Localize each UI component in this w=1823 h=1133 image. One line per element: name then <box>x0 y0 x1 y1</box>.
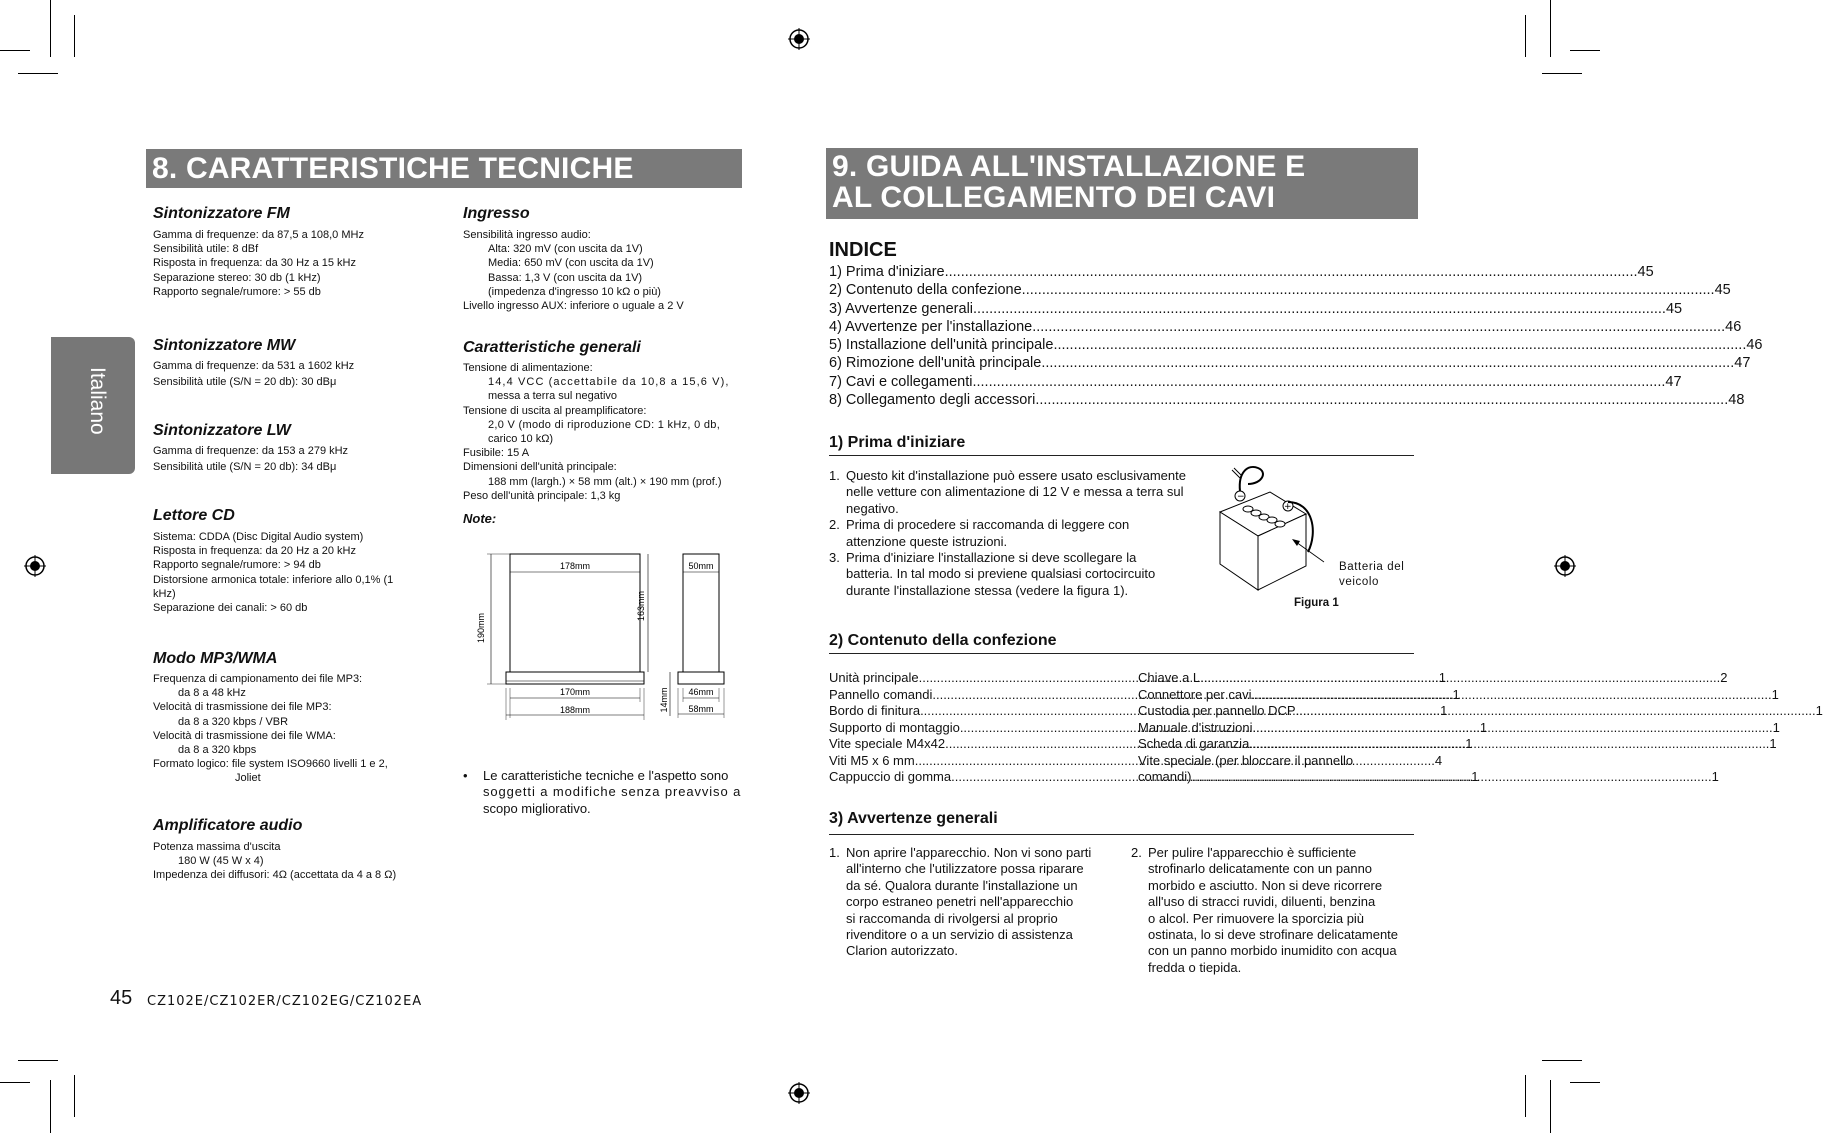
list-item: Viti M5 x 6 mm ..... 4 <box>829 753 1103 770</box>
list-line: Prima di procedere si raccomanda di leggere con <box>846 517 1130 533</box>
spec-line: Rapporto segnale/rumore: > 94 db <box>153 559 321 572</box>
spec-line: Velocità di trasmissione dei file WMA: <box>153 729 336 742</box>
battery-label-line: Batteria del <box>1339 561 1405 573</box>
svg-text:−: − <box>1237 492 1245 502</box>
spec-line: Tensione di alimentazione: <box>463 362 593 374</box>
spec-line: Rapporto segnale/rumore: > 55 db <box>153 285 321 298</box>
list-line: nelle vetture con alimentazione di 12 V e messa a terra sul <box>846 484 1184 500</box>
crop-mark <box>1525 1075 1526 1117</box>
crop-mark <box>0 1082 30 1083</box>
list-item: 1. Questo kit d'installazione può essere usato esclusivamente nelle vetture con alimentazione di 12 V e messa a terra sul negativo. <box>829 468 1186 516</box>
spec-line: da 8 a 320 kbps <box>178 744 257 757</box>
list-line: all'interno che l'utilizzatore possa riparare <box>846 861 1084 877</box>
toc-item[interactable]: 4) Avvertenze per l'installazione ..... 46 <box>829 318 1321 336</box>
list-line: corpo estraneo penetri nell'apparecchio <box>846 894 1074 910</box>
crop-mark <box>74 15 75 57</box>
list-line: Prima d'iniziare l'installazione si deve scollegare la <box>846 550 1137 566</box>
lw-tuner-heading: Sintonizzatore LW <box>153 422 291 439</box>
dim-170-label: 170mm <box>559 687 591 697</box>
spec-line: carico 10 kΩ) <box>488 433 554 446</box>
list-line: da sé. Qualora durante l'installazione un <box>846 877 1078 893</box>
crop-mark <box>1570 1082 1600 1083</box>
list-line: o alcol. Per rimuovere la sporcizia più <box>1148 910 1365 926</box>
toc-item[interactable]: 5) Installazione dell'unità principale ..... 46 <box>829 336 1321 354</box>
index-title: INDICE <box>829 239 897 261</box>
spec-line: Alta: 320 mV (con uscita da 1V) <box>488 243 643 256</box>
list-line: ostinata, lo si deve strofinare delicatamente <box>1148 927 1399 943</box>
note-line: soggetti a modifiche senza preavviso a <box>483 784 742 800</box>
spec-line: Risposta in frequenza: da 30 Hz a 15 kHz <box>153 257 357 270</box>
mw-tuner-specs <box>153 359 354 389</box>
section-1-rule <box>829 455 1414 456</box>
spec-line: Bassa: 1,3 V (con uscita da 1V) <box>488 271 643 284</box>
section-2-heading: 2) Contenuto della confezione <box>829 632 1057 649</box>
note-label: Note: <box>463 511 497 526</box>
list-line: morbido e asciutto. Non si deve ricorrere <box>1148 877 1383 893</box>
mw-tuner-heading: Sintonizzatore MW <box>153 337 296 354</box>
crop-mark <box>74 1075 75 1117</box>
list-item: Supporto di montaggio ..... 1 <box>829 720 1103 737</box>
spec-line: Distorsione armonica totale: inferiore allo 0,1% (1 <box>153 573 394 586</box>
section-3-rule <box>829 834 1414 835</box>
list-item: Manuale d'istruzioni ..... 1 <box>1138 720 1411 737</box>
spec-line: Sensibilità utile (S/N = 20 db): 34 dBμ <box>153 461 337 474</box>
crop-mark <box>1570 50 1600 51</box>
crop-mark <box>1525 15 1526 57</box>
crop-mark <box>1550 1080 1551 1133</box>
list-line: fredda o tiepida. <box>1148 959 1242 975</box>
spec-line: Gamma di frequenze: da 87,5 a 108,0 MHz <box>153 229 364 241</box>
spec-line: Sensibilità utile (S/N = 20 db): 30 dBμ <box>153 376 337 389</box>
spec-line: Livello ingresso AUX: inferiore o uguale a 2 V <box>463 300 684 313</box>
spec-line: Peso dell'unità principale: 1,3 kg <box>463 489 621 502</box>
spec-line: messa a terra sul negativo <box>488 390 618 403</box>
spec-line: kHz) <box>153 587 176 600</box>
section-9-title-line-1: 9. GUIDA ALL'INSTALLAZIONE E <box>832 150 1306 183</box>
list-item: Scheda di garanzia ..... 1 <box>1138 736 1411 753</box>
spec-line: Media: 650 mV (con uscita da 1V) <box>488 257 654 270</box>
spec-line: Potenza massima d'uscita <box>153 841 281 853</box>
mp3-wma-specs <box>153 672 388 786</box>
list-line: con un panno morbido inumidito con acqua <box>1148 943 1397 959</box>
lw-tuner-specs <box>153 444 348 474</box>
crop-mark <box>50 0 51 57</box>
cd-player-heading: Lettore CD <box>153 507 235 524</box>
crop-mark <box>50 1080 51 1133</box>
spec-line: Risposta in frequenza: da 20 Hz a 20 kHz <box>153 545 357 558</box>
crop-mark <box>18 73 58 74</box>
battery-label-line: veicolo <box>1339 576 1379 588</box>
spec-line: da 8 a 48 kHz <box>178 687 246 700</box>
registration-mark-icon <box>788 28 810 50</box>
dim-46-label: 46mm <box>688 687 714 697</box>
toc-item[interactable]: 8) Collegamento degli accessori ..... 48 <box>829 391 1321 409</box>
dim-50-label: 50mm <box>688 561 714 571</box>
crop-mark <box>1542 1060 1582 1061</box>
general-specs <box>463 361 738 503</box>
list-item: Pannello comandi ..... 1 <box>829 687 1103 704</box>
section-3-item-1: 1. Non aprire l'apparecchio. Non vi sono parti all'interno che l'utilizzatore possa riparare da sé. Qualora durante l'installazione un corpo estraneo penetri nell'apparecchio si raccomanda di rivolgersi al proprio rivenditore o a un servizio di assistenza Clarion autorizzato. <box>829 845 1092 959</box>
fm-tuner-heading: Sintonizzatore FM <box>153 205 290 222</box>
list-line: rivenditore o a un servizio di assistenza <box>846 927 1073 943</box>
unit-dimensions-diagram <box>476 548 740 738</box>
spec-line: (impedenza d'ingresso 10 kΩ o più) <box>488 285 661 298</box>
list-line: negativo. <box>846 500 899 516</box>
crop-mark <box>18 1060 58 1061</box>
spec-line: Sistema: CDDA (Disc Digital Audio system) <box>153 531 364 543</box>
spec-line: da 8 a 320 kbps / VBR <box>178 715 289 728</box>
list-item: Chiave a L ..... 2 <box>1138 670 1411 687</box>
section-8-title <box>146 149 742 188</box>
list-item: 2. Prima di procedere si raccomanda di leggere con attenzione queste istruzioni. <box>829 517 1130 549</box>
spec-line: 188 mm (largh.) × 58 mm (alt.) × 190 mm (prof.) <box>488 475 722 488</box>
list-line: Questo kit d'installazione può essere usato esclusivamente <box>846 468 1186 483</box>
list-item: Vite speciale M4x42 ..... 1 <box>829 736 1103 753</box>
spec-line: 2,0 V (modo di riproduzione CD: 1 kHz, 0 db, <box>488 418 721 431</box>
note-line: Le caratteristiche tecniche e l'aspetto sono <box>483 768 729 783</box>
list-item: Bordo di finitura ..... 1 <box>829 703 1103 720</box>
section-3-item-2: 2. Per pulire l'apparecchio è sufficiente strofinarlo delicatamente con un panno morbido e asciutto. Non si deve ricorrere all'uso di stracci ruvidi, diluenti, benzina o alcol. Per rimuovere la sporcizia più ostinata, lo si deve strofinare delicatamente con un panno morbido inumidito con acqua fredda o tiepida. <box>1131 845 1399 975</box>
list-item: Cappuccio di gomma ..... 1 <box>829 769 1103 786</box>
crop-mark <box>1550 0 1551 57</box>
dim-178-label: 178mm <box>559 561 591 571</box>
spec-line: Separazione stereo: 30 db (1 kHz) <box>153 271 321 284</box>
section-9-title <box>826 148 1418 219</box>
crop-mark <box>0 50 30 51</box>
toc-item[interactable]: 3) Avvertenze generali ..... 45 <box>829 300 1321 318</box>
spec-line: Impedenza dei diffusori: 4Ω (accettata da 4 a 8 Ω) <box>153 869 397 882</box>
dim-14-label: 14mm <box>659 687 669 713</box>
list-line: all'uso di stracci ruvidi, diluenti, benzina <box>1148 894 1376 910</box>
list-line: durante l'installazione stessa (vedere la figura 1). <box>846 582 1129 598</box>
registration-mark-icon <box>788 1082 810 1104</box>
language-side-tab <box>51 337 135 474</box>
dim-188-label: 188mm <box>559 705 591 715</box>
cd-player-specs <box>153 530 433 615</box>
crop-mark <box>1542 73 1582 74</box>
mp3-wma-heading: Modo MP3/WMA <box>153 650 278 667</box>
language-label: Italiano <box>86 367 109 435</box>
registration-mark-icon <box>1554 555 1576 577</box>
list-line: Clarion autorizzato. <box>846 943 958 959</box>
spec-line: Sensibilità ingresso audio: <box>463 229 591 241</box>
vehicle-battery-icon <box>1218 462 1328 597</box>
input-specs <box>463 228 684 313</box>
list-line: batteria. In tal modo si previene qualsiasi cortocircuito <box>846 566 1156 582</box>
dim-163-label: 163mm <box>636 590 646 622</box>
svg-text:+: + <box>1284 502 1292 512</box>
general-specs-heading: Caratteristiche generali <box>463 339 641 356</box>
note-line: scopo migliorativo. <box>483 800 591 816</box>
list-line: si raccomanda di rivolgersi al proprio <box>846 910 1058 926</box>
spec-line: Gamma di frequenze: da 531 a 1602 kHz <box>153 360 355 372</box>
section-2-rule <box>829 653 1414 654</box>
spec-line: Joliet <box>235 772 261 785</box>
spec-line: Fusibile: 15 A <box>463 447 530 460</box>
toc-item[interactable]: 1) Prima d'iniziare ..... 45 <box>829 263 1321 281</box>
spec-line: Sensibilità utile: 8 dBf <box>153 243 259 256</box>
spec-line: Separazione dei canali: > 60 db <box>153 602 308 615</box>
input-heading: Ingresso <box>463 205 530 222</box>
list-line: attenzione queste istruzioni. <box>846 533 1008 549</box>
section-1-heading: 1) Prima d'iniziare <box>829 434 966 451</box>
dim-58-label: 58mm <box>688 704 714 714</box>
list-line: strofinarlo delicatamente con un panno <box>1148 861 1373 877</box>
list-item: Connettore per cavi ..... 1 <box>1138 687 1411 704</box>
page-number: 45 <box>110 987 133 1009</box>
audio-amplifier-specs <box>153 840 396 883</box>
section-3-heading: 3) Avvertenze generali <box>829 810 998 827</box>
spec-line: Formato logico: file system ISO9660 livelli 1 e 2, <box>153 758 388 771</box>
spec-line: Gamma di frequenze: da 153 a 279 kHz <box>153 445 349 457</box>
list-item-line: Vite speciale (per bloccare il pannello <box>1138 752 1354 768</box>
list-item: comandi) ..... 1 <box>1138 769 1411 786</box>
spec-line: Dimensioni dell'unità principale: <box>463 461 617 474</box>
section-1-list <box>829 468 1209 599</box>
spec-line: Frequenza di campionamento dei file MP3: <box>153 673 363 685</box>
spec-line: Tensione di uscita al preamplificatore: <box>463 404 647 417</box>
spec-line: Velocità di trasmissione dei file MP3: <box>153 701 332 714</box>
list-item: Custodia per pannello DCP ..... 1 <box>1138 703 1411 720</box>
model-number: CZ102E/CZ102ER/CZ102EG/CZ102EA <box>147 994 423 1009</box>
note-bullet: • Le caratteristiche tecniche e l'aspetto sono soggetti a modifiche senza preavviso a scopo migliorativo. <box>463 768 742 816</box>
toc-item[interactable]: 7) Cavi e collegamenti ..... 47 <box>829 373 1321 391</box>
list-line: Per pulire l'apparecchio è sufficiente <box>1148 845 1357 860</box>
spec-line: 180 W (45 W x 4) <box>178 855 264 868</box>
spec-line: 14,4 VCC (accettabile da 10,8 a 15,6 V), <box>488 376 730 389</box>
toc-item[interactable]: 2) Contenuto della confezione ..... 45 <box>829 281 1321 299</box>
battery-label <box>1339 560 1404 590</box>
fm-tuner-specs <box>153 228 364 299</box>
toc-item[interactable]: 6) Rimozione dell'unità principale ..... 47 <box>829 354 1321 372</box>
audio-amplifier-heading: Amplificatore audio <box>153 817 303 834</box>
list-item: Unità principale ..... 1 <box>829 670 1103 687</box>
dim-190-label: 190mm <box>476 612 486 644</box>
table-of-contents <box>829 263 1763 409</box>
figure-caption: Figura 1 <box>1294 597 1339 609</box>
section-8-title-text: 8. CARATTERISTICHE TECNICHE <box>152 152 634 185</box>
section-9-title-line-2: AL COLLEGAMENTO DEI CAVI <box>832 181 1276 214</box>
registration-mark-icon <box>24 555 46 577</box>
list-line: Non aprire l'apparecchio. Non vi sono parti <box>846 845 1092 860</box>
list-item: 3. Prima d'iniziare l'installazione si deve scollegare la batteria. In tal modo si previene qualsiasi cortocircuito durante l'installazione stessa (vedere la figura 1). <box>829 550 1156 598</box>
